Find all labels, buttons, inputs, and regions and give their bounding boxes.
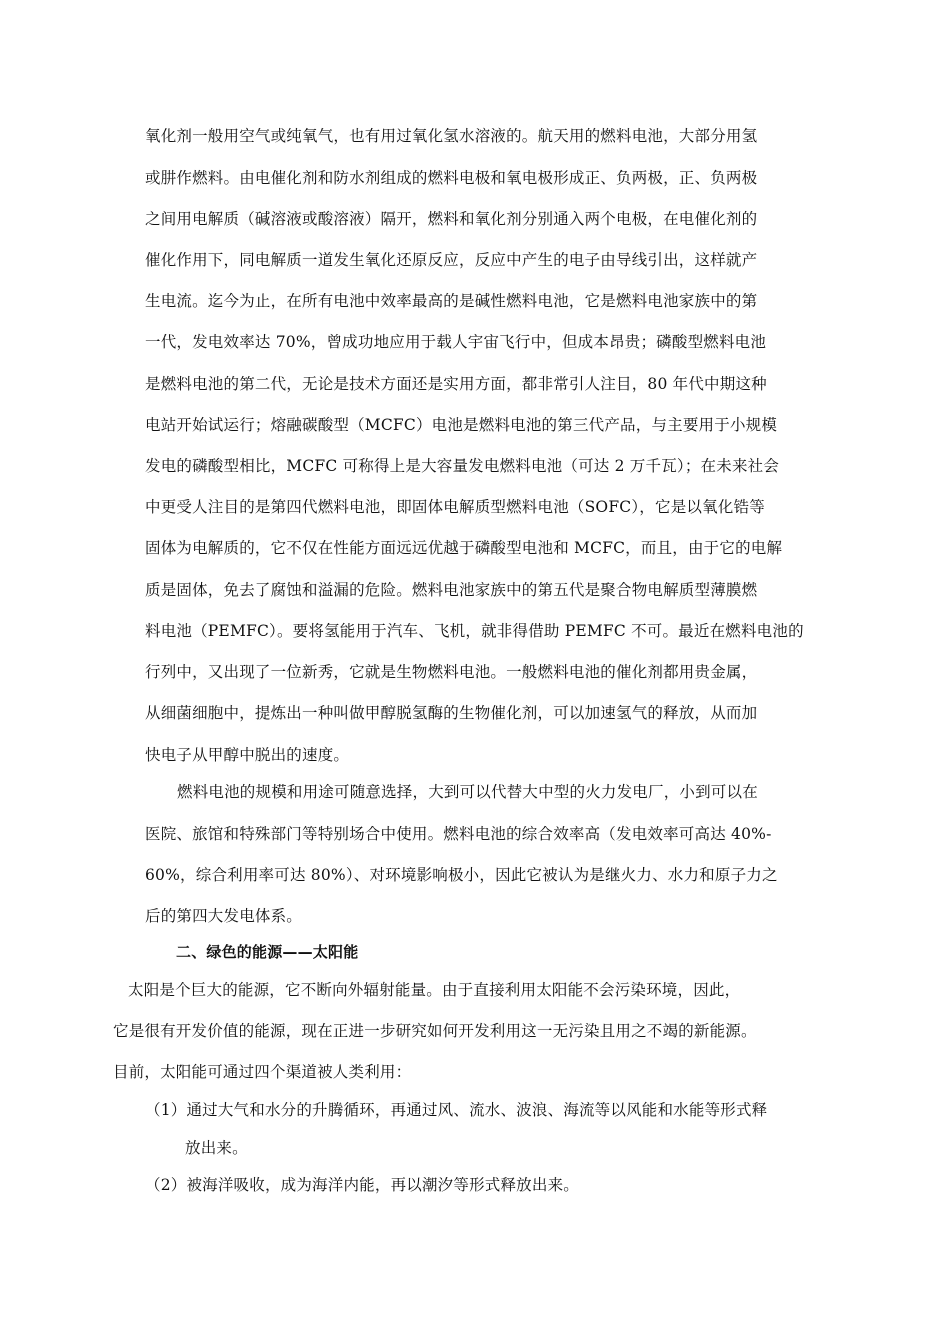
text-line: 生电流。迄今为止，在所有电池中效率最高的是碱性燃料电池，它是燃料电池家族中的第	[145, 292, 758, 310]
text-line: 快电子从甲醇中脱出的速度。	[145, 746, 350, 764]
text-line: 一代，发电效率达 70%，曾成功地应用于载人宇宙飞行中，但成本昂贵；磷酸型燃料电池	[145, 333, 767, 351]
text-line: 中更受人注目的是第四代燃料电池，即固体电解质型燃料电池（SOFC），它是以氧化锆等	[145, 498, 765, 516]
text-line: 医院、旅馆和特殊部门等特别场合中使用。燃料电池的综合效率高（发电效率可高达 40%-	[145, 825, 772, 843]
text-line: 60%，综合利用率可达 80%）、对环境影响极小，因此它被认为是继火力、水力和原子力之	[145, 866, 778, 884]
text-line: 或肼作燃料。由电催化剂和防水剂组成的燃料电极和氧电极形成正、负两极，正、负两极	[145, 169, 758, 187]
list-item-continuation: 放出来。	[185, 1139, 248, 1157]
text-line: 它是很有开发价值的能源，现在正进一步研究如何开发利用这一无污染且用之不竭的新能源。	[113, 1022, 757, 1040]
text-line: 发电的磷酸型相比，MCFC 可称得上是大容量发电燃料电池（可达 2 万千瓦）；在未来社会	[145, 457, 780, 475]
text-line: 固体为电解质的，它不仅在性能方面远远优越于磷酸型电池和 MCFC，而且，由于它的电解	[145, 539, 783, 557]
text-line: 料电池（PEMFC）。要将氢能用于汽车、飞机，就非得借助 PEMFC 不可。最近在燃料电池的	[145, 622, 804, 640]
text-line: 氧化剂一般用空气或纯氧气，也有用过氧化氢水溶液的。航天用的燃料电池，大部分用氢	[145, 127, 758, 145]
text-line: 太阳是个巨大的能源，它不断向外辐射能量。由于直接利用太阳能不会污染环境，因此，	[128, 981, 741, 999]
text-line: 行列中，又出现了一位新秀，它就是生物燃料电池。一般燃料电池的催化剂都用贵金属，	[145, 663, 758, 681]
text-line: 催化作用下，同电解质一道发生氧化还原反应，反应中产生的电子由导线引出，这样就产	[145, 251, 758, 269]
text-line: 从细菌细胞中，提炼出一种叫做甲醇脱氢酶的生物催化剂，可以加速氢气的释放，从而加	[145, 704, 758, 722]
text-line: 之间用电解质（碱溶液或酸溶液）隔开，燃料和氧化剂分别通入两个电极，在电催化剂的	[145, 210, 758, 228]
text-line: 是燃料电池的第二代，无论是技术方面还是实用方面，都非常引人注目，80 年代中期这种	[145, 375, 767, 393]
list-item: （1）通过大气和水分的升腾循环，再通过风、流水、波浪、海流等以风能和水能等形式释	[145, 1101, 768, 1119]
text-line: 后的第四大发电体系。	[145, 907, 303, 925]
section-heading: 二、绿色的能源——太阳能	[176, 943, 359, 961]
text-line: 目前，太阳能可通过四个渠道被人类利用：	[113, 1063, 412, 1081]
list-item: （2）被海洋吸收，成为海洋内能，再以潮汐等形式释放出来。	[145, 1176, 579, 1194]
text-line: 燃料电池的规模和用途可随意选择，大到可以代替大中型的火力发电厂，小到可以在	[177, 783, 758, 801]
text-line: 电站开始试运行；熔融碳酸型（MCFC）电池是燃料电池的第三代产品，与主要用于小规模	[145, 416, 778, 434]
text-line: 质是固体，免去了腐蚀和溢漏的危险。燃料电池家族中的第五代是聚合物电解质型薄膜燃	[145, 581, 758, 599]
